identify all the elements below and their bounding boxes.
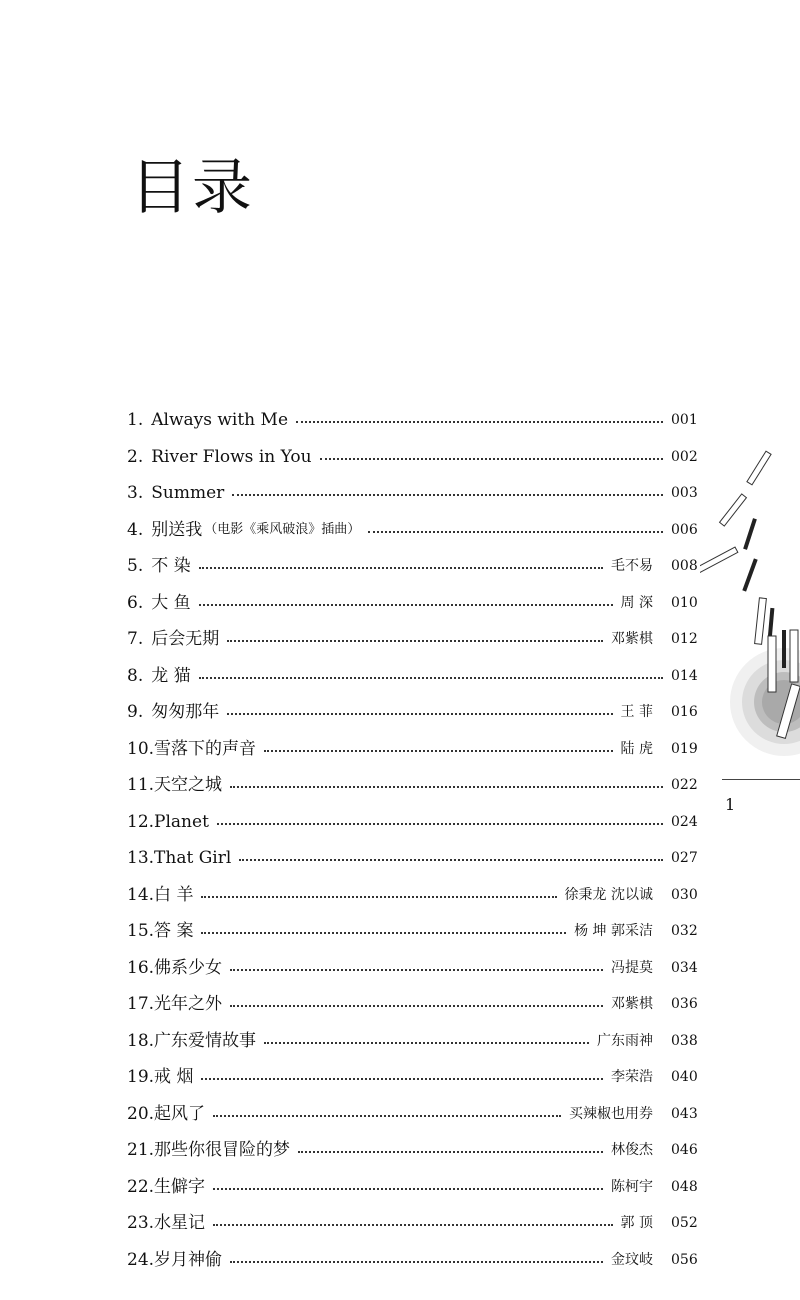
toc-entry-author: 冯提莫 [611, 959, 653, 976]
toc-entry-page: 001 [671, 412, 698, 428]
toc-entry-page: 010 [671, 594, 698, 611]
toc-entry[interactable] [127, 804, 697, 841]
toc-entry-author: 陆 虎 [620, 740, 653, 757]
toc-dot-leader [213, 1224, 613, 1226]
toc-entry[interactable] [127, 1096, 697, 1133]
toc-entry[interactable] [127, 402, 697, 439]
toc-entry-title: 答 案 [154, 921, 194, 941]
toc-entry[interactable] [127, 1132, 697, 1169]
toc-entry-page: 056 [671, 1251, 698, 1268]
toc-entry-title: 生僻字 [154, 1176, 206, 1197]
toc-entry-title: That Girl [154, 848, 232, 868]
toc-entry-title: River Flows in You [151, 446, 312, 467]
toc-entry[interactable] [127, 1059, 697, 1096]
toc-entry[interactable] [127, 767, 697, 804]
toc-dot-leader [230, 1005, 603, 1007]
toc-entry-page: 006 [671, 521, 698, 538]
toc-dot-leader [213, 1115, 561, 1117]
toc-entry-author: 郭 顶 [620, 1215, 653, 1231]
toc-entry-page: 036 [671, 996, 698, 1012]
toc-entry-author: 杨 坤 郭采洁 [574, 923, 653, 939]
table-of-contents [127, 402, 697, 1278]
toc-dot-leader [227, 640, 603, 642]
toc-entry-page: 030 [671, 886, 698, 903]
toc-entry-page: 046 [671, 1142, 698, 1158]
toc-entry-number: 6. [127, 592, 144, 613]
toc-entry-number: 7. [127, 629, 144, 649]
toc-entry-number: 20. [127, 1103, 155, 1124]
toc-entry-title: Planet [154, 811, 209, 832]
toc-entry-author: 周 深 [620, 594, 653, 611]
toc-entry-page: 032 [671, 923, 698, 939]
toc-entry[interactable] [127, 731, 697, 768]
toc-entry[interactable] [127, 585, 697, 622]
toc-entry-page: 008 [671, 558, 698, 574]
toc-entry-number: 14. [127, 884, 155, 905]
toc-entry-title: 佛系少女 [154, 957, 223, 978]
toc-entry-number: 15. [127, 921, 155, 941]
toc-entry-page: 043 [671, 1105, 698, 1122]
toc-dot-leader [368, 531, 663, 533]
toc-entry-number: 13. [127, 848, 155, 868]
toc-entry-page: 034 [671, 959, 698, 976]
toc-entry-author: 李荣浩 [611, 1069, 653, 1085]
toc-entry-title: Summer [151, 483, 225, 503]
toc-entry-number: 21. [127, 1140, 155, 1160]
toc-entry-title: 光年之外 [154, 994, 223, 1014]
toc-dot-leader [296, 421, 663, 423]
toc-entry-number: 2. [127, 446, 144, 467]
toc-entry-author: 徐秉龙 沈以诚 [564, 886, 653, 903]
toc-entry[interactable] [127, 840, 697, 877]
toc-entry[interactable] [127, 621, 697, 658]
toc-entry-number: 18. [127, 1030, 155, 1051]
toc-entry-page: 024 [671, 813, 698, 830]
toc-entry-number: 23. [127, 1213, 155, 1233]
toc-entry-title: 水星记 [154, 1213, 206, 1233]
toc-entry-page: 027 [671, 850, 698, 866]
toc-entry-number: 9. [127, 702, 144, 722]
toc-dot-leader [239, 859, 663, 861]
toc-entry-title: 白 羊 [154, 884, 194, 905]
toc-dot-leader [201, 1078, 603, 1080]
toc-entry-title: 别送我 [151, 519, 203, 540]
toc-entry-number: 5. [127, 556, 144, 576]
toc-entry-author: 金玟岐 [611, 1251, 653, 1268]
toc-entry-author: 林俊杰 [611, 1142, 653, 1158]
toc-entry-number: 12. [127, 811, 155, 832]
toc-dot-leader [264, 750, 613, 752]
toc-entry-page: 019 [671, 740, 698, 757]
toc-entry-number: 8. [127, 665, 144, 686]
toc-entry-author: 邓紫棋 [611, 996, 653, 1012]
toc-dot-leader [199, 604, 613, 606]
page-number: 1 [725, 795, 736, 814]
toc-dot-leader [230, 969, 603, 971]
toc-entry-number: 4. [127, 519, 144, 540]
toc-entry-number: 16. [127, 957, 155, 978]
toc-dot-leader [230, 1261, 603, 1263]
page-number-rule [722, 779, 800, 780]
toc-entry-page: 012 [671, 631, 698, 647]
toc-dot-leader [230, 786, 663, 788]
toc-dot-leader [227, 713, 612, 715]
toc-entry-title: 不 染 [151, 556, 191, 576]
toc-dot-leader [199, 567, 603, 569]
toc-entry-title: 岁月神偷 [154, 1249, 223, 1270]
toc-entry-number: 22. [127, 1176, 155, 1197]
toc-dot-leader [217, 823, 663, 825]
toc-entry-number: 10. [127, 738, 155, 759]
toc-entry-title: 戒 烟 [154, 1067, 194, 1087]
toc-entry[interactable] [127, 913, 697, 950]
toc-entry-page: 003 [671, 485, 698, 501]
toc-entry[interactable] [127, 1242, 697, 1279]
toc-entry-number: 3. [127, 483, 144, 503]
toc-entry-title: Always with Me [151, 410, 289, 430]
toc-entry-author: 陈柯宇 [611, 1178, 653, 1195]
toc-entry-title: 起风了 [154, 1103, 206, 1124]
toc-entry-title: 大 鱼 [151, 592, 191, 613]
toc-dot-leader [199, 677, 663, 679]
toc-dot-leader [213, 1188, 603, 1190]
toc-entry[interactable] [127, 950, 697, 987]
toc-entry-title: 雪落下的声音 [154, 738, 257, 759]
piano-keys-decoration-icon [700, 440, 800, 760]
toc-entry-author: 毛不易 [611, 558, 653, 574]
toc-dot-leader [232, 494, 663, 496]
toc-entry-page: 016 [671, 704, 698, 720]
toc-entry-title: 匆匆那年 [151, 702, 220, 722]
toc-dot-leader [264, 1042, 589, 1044]
toc-entry-number: 19. [127, 1067, 155, 1087]
toc-entry-page: 052 [671, 1215, 698, 1231]
toc-entry[interactable] [127, 986, 697, 1023]
toc-entry-page: 022 [671, 777, 698, 793]
page-title: 目录 [130, 153, 254, 224]
toc-entry-title: 那些你很冒险的梦 [154, 1140, 291, 1160]
toc-entry-author: 王 菲 [620, 704, 653, 720]
toc-entry-author: 邓紫棋 [611, 631, 653, 647]
toc-entry-number: 17. [127, 994, 155, 1014]
toc-entry[interactable] [127, 548, 697, 585]
toc-entry[interactable] [127, 694, 697, 731]
toc-entry[interactable] [127, 475, 697, 512]
toc-entry-page: 002 [671, 448, 698, 465]
toc-dot-leader [320, 458, 663, 460]
toc-entry-author: 买辣椒也用券 [569, 1105, 653, 1122]
toc-entry-page: 014 [671, 667, 698, 684]
toc-entry[interactable] [127, 1169, 697, 1206]
toc-entry-page: 038 [671, 1032, 698, 1049]
toc-entry-title: 后会无期 [151, 629, 220, 649]
toc-entry-page: 048 [671, 1178, 698, 1195]
toc-entry-author: 广东雨神 [597, 1032, 653, 1049]
toc-entry[interactable] [127, 877, 697, 914]
toc-entry-number: 24. [127, 1249, 155, 1270]
toc-dot-leader [201, 896, 556, 898]
toc-entry-subtitle: （电影《乘风破浪》插曲） [204, 521, 361, 537]
toc-entry-title: 广东爱情故事 [154, 1030, 257, 1051]
toc-entry-page: 040 [671, 1069, 698, 1085]
toc-dot-leader [201, 932, 566, 934]
toc-entry-title: 龙 猫 [151, 665, 191, 686]
toc-entry-title: 天空之城 [154, 775, 223, 795]
toc-entry[interactable] [127, 658, 697, 695]
toc-entry[interactable] [127, 512, 697, 549]
toc-entry[interactable] [127, 439, 697, 476]
toc-entry-number: 1. [127, 410, 144, 430]
toc-entry[interactable] [127, 1205, 697, 1242]
toc-entry[interactable] [127, 1023, 697, 1060]
toc-dot-leader [298, 1151, 603, 1153]
toc-entry-number: 11. [127, 775, 155, 795]
